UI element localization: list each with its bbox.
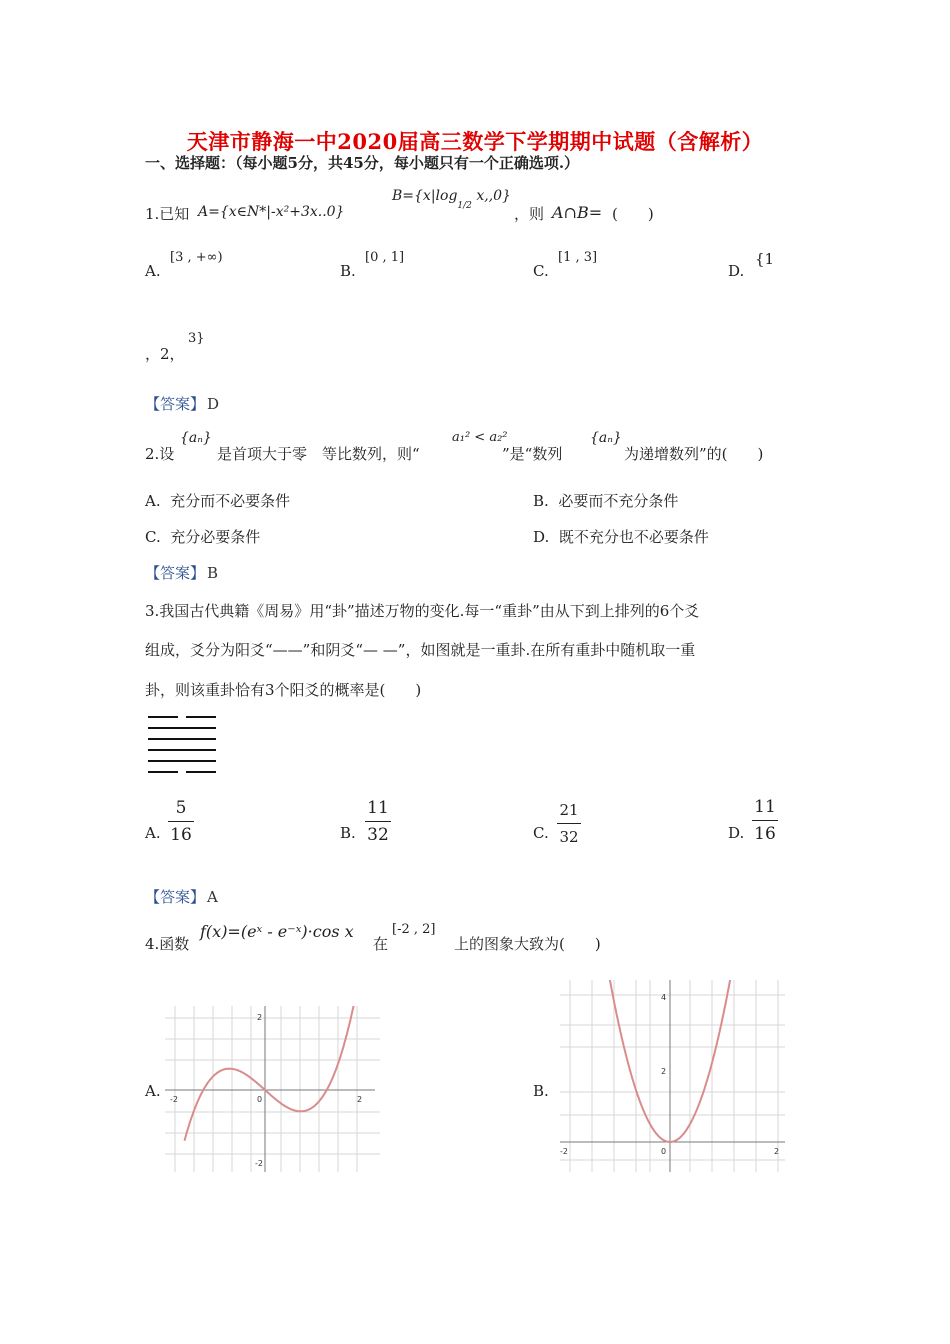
graph-a-tick-y-1: -2 [255, 1159, 263, 1168]
hexagram-line-2 [148, 760, 216, 762]
q1-opt-d-value: {1 [755, 250, 775, 268]
q3-opt-a-label: A. [145, 824, 161, 842]
hexagram-line-5 [148, 727, 216, 729]
q2-text1: 是首项大于零 等比数列，则“ [217, 445, 420, 463]
q2-opt-b: B. 必要而不充分条件 [533, 492, 679, 510]
q1-opt-a-value: [3 , +∞) [170, 250, 223, 265]
q2-opt-c: C. 充分必要条件 [145, 528, 261, 546]
section-heading: 一、选择题：（每小题5分，共45分，每小题只有一个正确选项.） [145, 154, 580, 172]
q1-answer: 【答案】 D [145, 395, 220, 413]
q2-seq2: {aₙ} [590, 430, 622, 446]
q3-opt-b-fraction: 11 32 [365, 796, 391, 847]
graph-b-curve [606, 980, 739, 1142]
q2-opt-d: D. 既不充分也不必要条件 [533, 528, 709, 546]
q3-opt-d-fraction: 11 16 [752, 795, 778, 846]
q4-graph-b-label: B. [533, 1082, 549, 1100]
q1-opt-d-label: D. [728, 262, 745, 280]
hexagram-line-1 [148, 771, 178, 773]
graph-b-tick-y-0: 4 [661, 993, 667, 1002]
hexagram-line-4 [148, 738, 216, 740]
q4-function: f(x)=(eˣ - e⁻ˣ)·cos x [200, 922, 354, 941]
q2-seq: {aₙ} [180, 430, 212, 446]
q3-opt-b-label: B. [340, 824, 356, 842]
q3-opt-c-label: C. [533, 824, 549, 842]
q2-condition: a₁² < a₂² [452, 430, 508, 445]
q1-expr: A∩B= [552, 203, 603, 222]
graph-b-tick-x-1: 0 [661, 1147, 667, 1156]
graph-b-tick-x-0: -2 [560, 1147, 568, 1156]
q4-prefix: 4.函数 [145, 935, 190, 953]
q3-opt-a-fraction: 5 16 [168, 796, 194, 847]
q1-opt-c-label: C. [533, 262, 549, 280]
hexagram-line-6 [148, 716, 178, 718]
graph-a-curve [185, 1006, 363, 1141]
hexagram-line-3 [148, 749, 216, 751]
graph-b-tick-y-1: 2 [661, 1067, 667, 1076]
graph-a-tick-x-2: 2 [357, 1095, 363, 1104]
q3-answer: 【答案】 A [145, 888, 218, 906]
q3-line2: 组成，爻分为阳爻“——”和阴爻“— —”，如图就是一重卦.在所有重卦中随机取一重 [145, 641, 696, 659]
q4-interval: [-2 , 2] [392, 922, 436, 937]
q4-mid: 在 [373, 935, 389, 953]
graph-a-tick-y-0: 2 [257, 1013, 263, 1022]
q1-opt-b-value: [0 , 1] [365, 250, 405, 265]
graph-a-tick-x-0: -2 [170, 1095, 178, 1104]
q3-line1: 3.我国古代典籍《周易》用“卦”描述万物的变化.每一“重卦”由从下到上排列的6个爻 [145, 602, 700, 620]
document-title: 天津市静海一中2020届高三数学下学期期中试题（含解析） [186, 129, 764, 154]
q1-opt-a-label: A. [145, 262, 161, 280]
q1-paren: ( ) [612, 205, 654, 223]
q4-suffix: 上的图象大致为( ) [454, 935, 601, 953]
q2-answer: 【答案】 B [145, 564, 219, 582]
q1-prefix: 1.已知 [145, 205, 190, 223]
q2-opt-a: A. 充分而不必要条件 [145, 492, 291, 510]
q1-set-a: A={x∈N*|-x²+3x..0} [198, 204, 345, 220]
graph-a-tick-x-1: 0 [257, 1095, 263, 1104]
q2-text2: ”是“数列 [502, 445, 563, 463]
q1-opt-d-cont: ，2， [145, 345, 185, 363]
q3-line3: 卦，则该重卦恰有3个阳爻的概率是( ) [145, 681, 422, 699]
q4-graph-b [560, 980, 785, 1172]
q1-set-b: $B=\{x|\log_{1/2}$ x,,0} [392, 188, 511, 211]
q1-opt-c-value: [1 , 3] [558, 250, 598, 265]
q2-text3: 为递增数列”的( ) [624, 445, 764, 463]
q1-mid: ，则 [514, 205, 545, 223]
q1-opt-d-end: 3} [188, 331, 205, 346]
q3-opt-d-label: D. [728, 824, 745, 842]
q4-graph-a [165, 1006, 380, 1172]
q4-graph-a-label: A. [145, 1082, 161, 1100]
q1-opt-b-label: B. [340, 262, 356, 280]
q2-prefix: 2.设 [145, 445, 175, 463]
q3-opt-c-fraction: 21 32 [557, 798, 581, 849]
graph-b-tick-x-2: 2 [774, 1147, 780, 1156]
